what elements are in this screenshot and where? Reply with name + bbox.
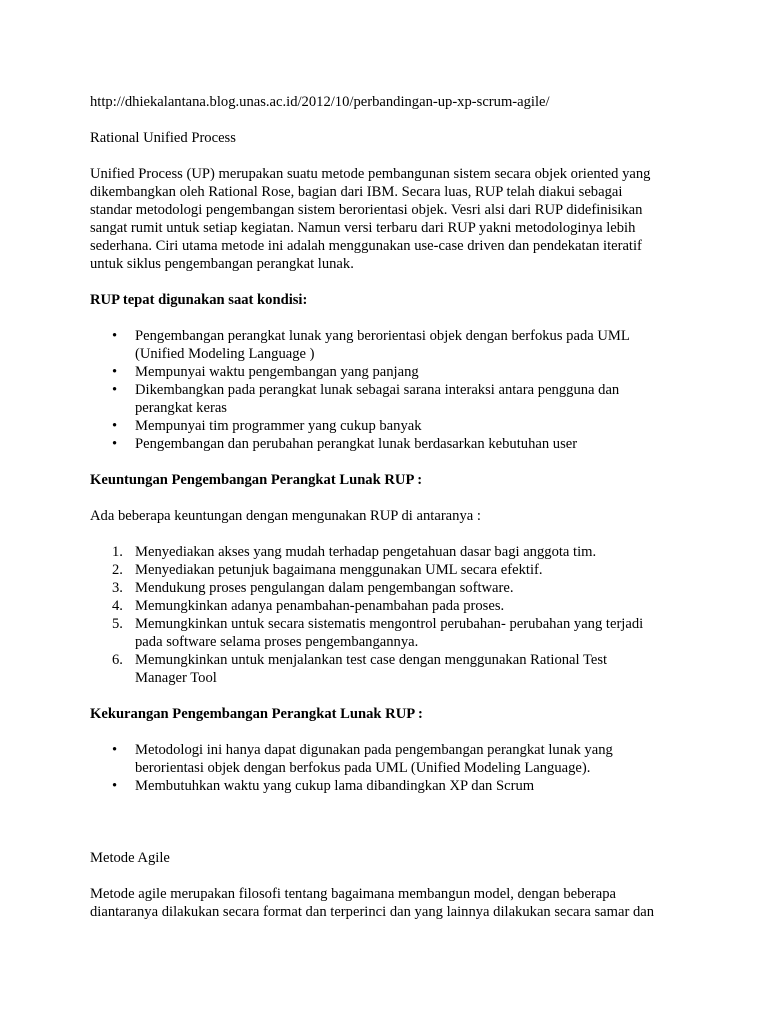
list-number: 4. (112, 598, 123, 614)
section-title-agile: Metode Agile (90, 850, 170, 866)
list-number: 5. (112, 616, 123, 632)
list-number: 2. (112, 562, 123, 578)
bullet-marker: • (112, 436, 118, 452)
list-item-line: (Unified Modeling Language ) (135, 346, 315, 362)
paragraph-line: Metode agile merupakan filosofi tentang bagaimana membangun model, dengan beberapa (90, 886, 616, 902)
list-item-line: Pengembangan dan perubahan perangkat lunak berdasarkan kebutuhan user (135, 436, 578, 452)
list-item (90, 435, 690, 453)
list-item (90, 561, 690, 579)
paragraph-line: Unified Process (UP) merupakan suatu metode pembangunan sistem secara objek oriented yang (90, 166, 651, 182)
list-item (90, 543, 690, 561)
list-item-line: Menyediakan petunjuk bagaimana menggunakan UML secara efektif. (135, 562, 543, 578)
list-item-line: Memungkinkan untuk menjalankan test case dengan menggunakan Rational Test (135, 652, 608, 668)
list-item (90, 363, 690, 381)
section-title-rup: Rational Unified Process (90, 130, 236, 146)
list-item (90, 417, 690, 435)
list-number: 3. (112, 580, 123, 596)
list-item-line: Manager Tool (135, 670, 217, 686)
list-item-line: berorientasi objek dengan berfokus pada UML (Unified Modeling Language). (135, 760, 591, 776)
document-page (90, 93, 690, 921)
bullet-marker: • (112, 382, 118, 398)
list-item-line: Memungkinkan untuk secara sistematis mengontrol perubahan- perubahan yang terjadi (135, 616, 644, 632)
bullet-marker: • (112, 364, 118, 380)
list-item (90, 741, 690, 777)
agile-intro-paragraph (90, 885, 690, 921)
paragraph-line: dikembangkan oleh Rational Rose, bagian dari IBM. Secara luas, RUP telah diakui sebagai (90, 184, 623, 200)
conditions-heading: RUP tepat digunakan saat kondisi: (90, 292, 308, 308)
paragraph-line: standar metodologi pengembangan sistem berorientasi objek. Vesri alsi dari RUP didefinisikan (90, 202, 643, 218)
list-item-line: Memungkinkan adanya penambahan-penambahan pada proses. (135, 598, 505, 614)
disadvantages-list (90, 741, 690, 795)
list-item (90, 777, 690, 795)
list-item-line: pada software selama proses pengembangannya. (135, 634, 419, 650)
advantages-intro: Ada beberapa keuntungan dengan mengunakan RUP di antaranya : (90, 508, 481, 524)
list-number: 6. (112, 652, 123, 668)
paragraph-line: sangat rumit untuk setiap kegiatan. Namun versi terbaru dari RUP yakni metodologinya lebih (90, 220, 636, 236)
list-number: 1. (112, 544, 123, 560)
rup-intro-paragraph (90, 165, 690, 273)
paragraph-line: sederhana. Ciri utama metode ini adalah menggunakan use-case driven dan pendekatan iteratif (90, 238, 642, 254)
list-item-line: Pengembangan perangkat lunak yang berorientasi objek dengan berfokus pada UML (135, 328, 630, 344)
paragraph-line: untuk siklus pengembangan perangkat lunak. (90, 256, 354, 272)
list-item-line: Dikembangkan pada perangkat lunak sebagai sarana interaksi antara pengguna dan (135, 382, 620, 398)
list-item-line: Metodologi ini hanya dapat digunakan pada pengembangan perangkat lunak yang (135, 742, 613, 758)
list-item (90, 615, 690, 651)
list-item-line: Menyediakan akses yang mudah terhadap pengetahuan dasar bagi anggota tim. (135, 544, 597, 560)
list-item-line: Membutuhkan waktu yang cukup lama dibandingkan XP dan Scrum (135, 778, 535, 794)
bullet-marker: • (112, 328, 118, 344)
advantages-heading: Keuntungan Pengembangan Perangkat Lunak RUP : (90, 472, 423, 488)
advantages-list (90, 543, 690, 687)
disadvantages-heading: Kekurangan Pengembangan Perangkat Lunak RUP : (90, 706, 423, 722)
source-url: http://dhiekalantana.blog.unas.ac.id/2012/10/perbandingan-up-xp-scrum-agile/ (90, 94, 550, 110)
bullet-marker: • (112, 778, 118, 794)
paragraph-line: diantaranya dilakukan secara format dan terperinci dan yang lainnya dilakukan secara samar dan (90, 904, 655, 920)
list-item-line: perangkat keras (135, 400, 227, 416)
bullet-marker: • (112, 418, 118, 434)
list-item-line: Mempunyai waktu pengembangan yang panjang (135, 364, 419, 380)
list-item (90, 327, 690, 363)
list-item (90, 597, 690, 615)
list-item-line: Mendukung proses pengulangan dalam pengembangan software. (135, 580, 514, 596)
list-item (90, 651, 690, 687)
list-item (90, 579, 690, 597)
list-item (90, 381, 690, 417)
conditions-list (90, 327, 690, 453)
bullet-marker: • (112, 742, 118, 758)
list-item-line: Mempunyai tim programmer yang cukup banyak (135, 418, 422, 434)
